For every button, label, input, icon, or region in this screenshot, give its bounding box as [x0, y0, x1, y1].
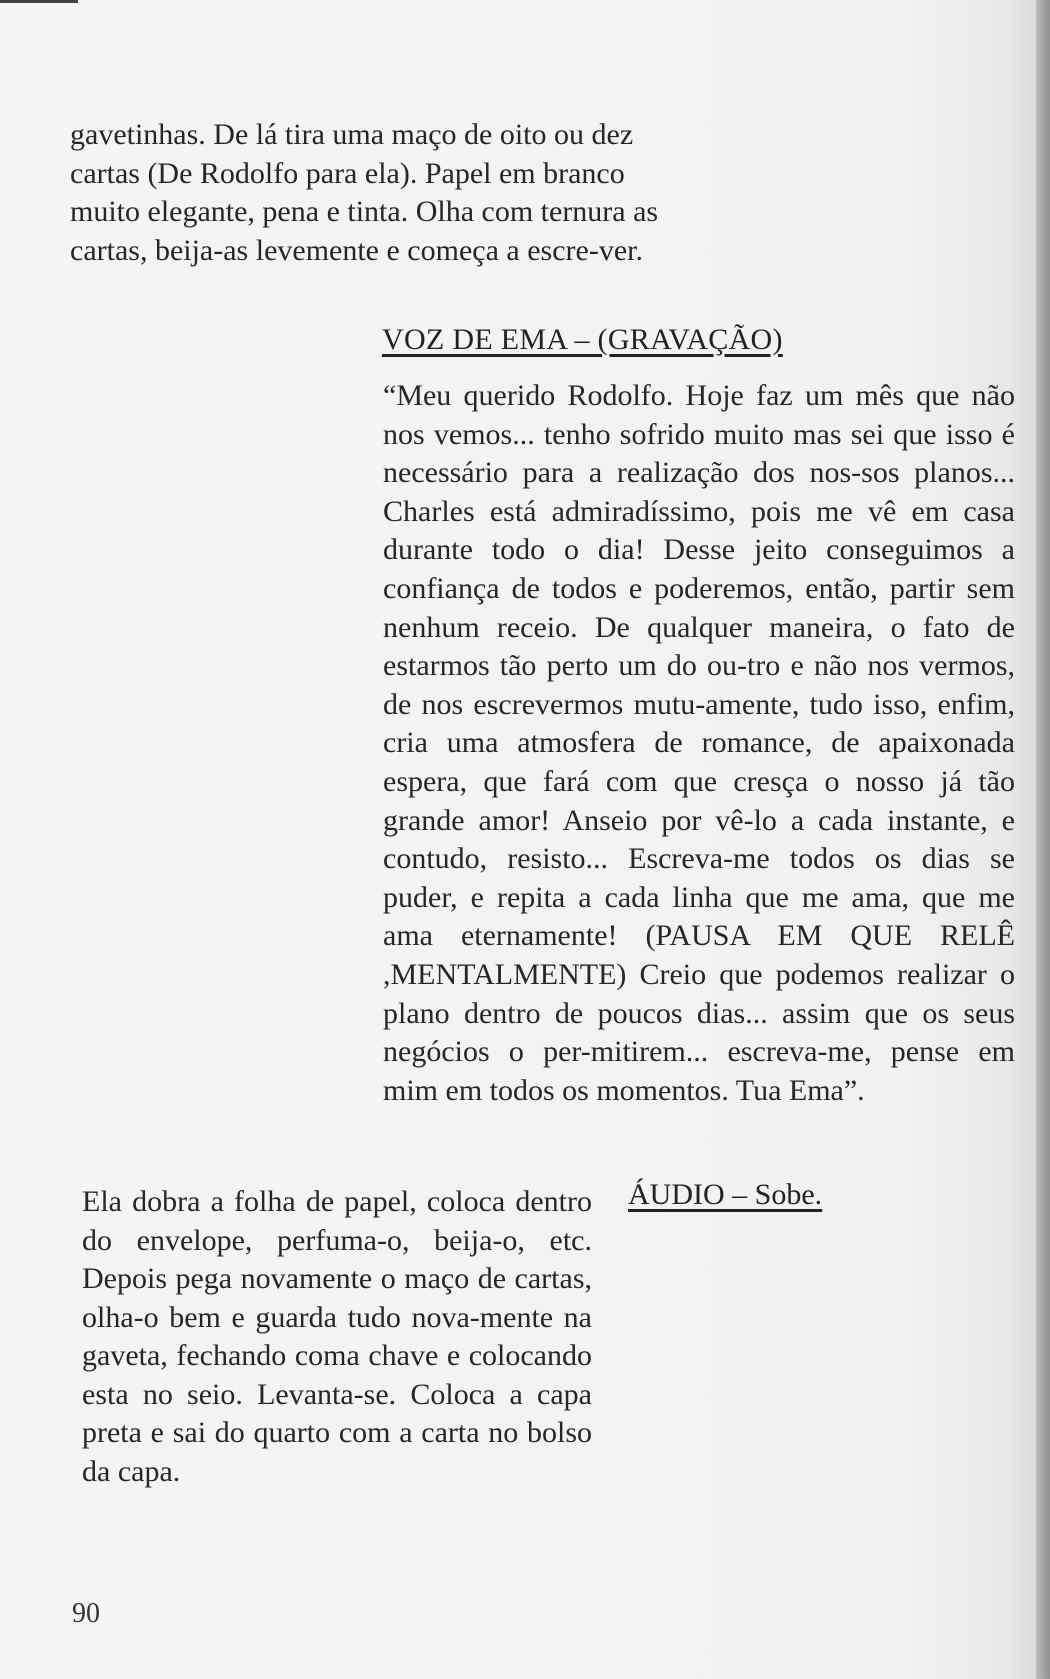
audio-cue: ÁUDIO – Sobe. [628, 1178, 823, 1211]
letter-paragraph [383, 377, 1015, 1110]
top-rule [0, 0, 78, 3]
page-edge-shadow [1036, 0, 1050, 1679]
voice-heading: VOZ DE EMA – (GRAVAÇÃO) [382, 323, 783, 356]
stage-text: Ela dobra a folha de papel, coloca dentro do envelope, perfuma-o, beija-o, etc. Depois pega novamente o maço de cartas, olha-o bem e guarda tudo nova-mente na gaveta, fechando coma chave e colocando esta no seio. Levanta-se. Coloca a capa preta e sai do quarto com a carta no bolso da capa. [82, 1185, 592, 1488]
letter-text: “Meu querido Rodolfo. Hoje faz um mês que não nos vemos... tenho sofrido muito mas sei que isso é necessário para a realização dos nos-sos planos... Charles está admiradíssimo, pois me vê em casa durante todo o dia! Desse jeito conseguimos a confiança de todos e poderemos, então, partir sem nenhum receio. De qualquer maneira, o fato de estarmos tão perto um do ou-tro e não nos vermos, de nos escrevermos mutu-amente, tudo isso, enfim, cria uma atmosfera de romance, de apaixonada espera, que fará com que cresça o nosso já tão grande amor! Anseio por vê-lo a cada instante, e contudo, resisto... Escreva-me todos os dias se puder, e repita a cada linha que me ama, que me ama eternamente! (PAUSA EM QUE RELÊ ,MENTALMENTE) Creio que podemos realizar o plano dentro de poucos dias... assim que os seus negócios o per-mitirem... escreva-me, pense em mim em todos os momentos. Tua Ema”. [383, 379, 1015, 1107]
page-number: 90 [72, 1598, 100, 1629]
intro-text: gavetinhas. De lá tira uma maço de oito ou dez cartas (De Rodolfo para ela). Papel em branco muito elegante, pena e tinta. Olha com ternura as cartas, beija-as levemente e começa a escre-ver. [70, 118, 659, 267]
stage-direction [82, 1183, 592, 1491]
intro-paragraph [70, 116, 700, 270]
